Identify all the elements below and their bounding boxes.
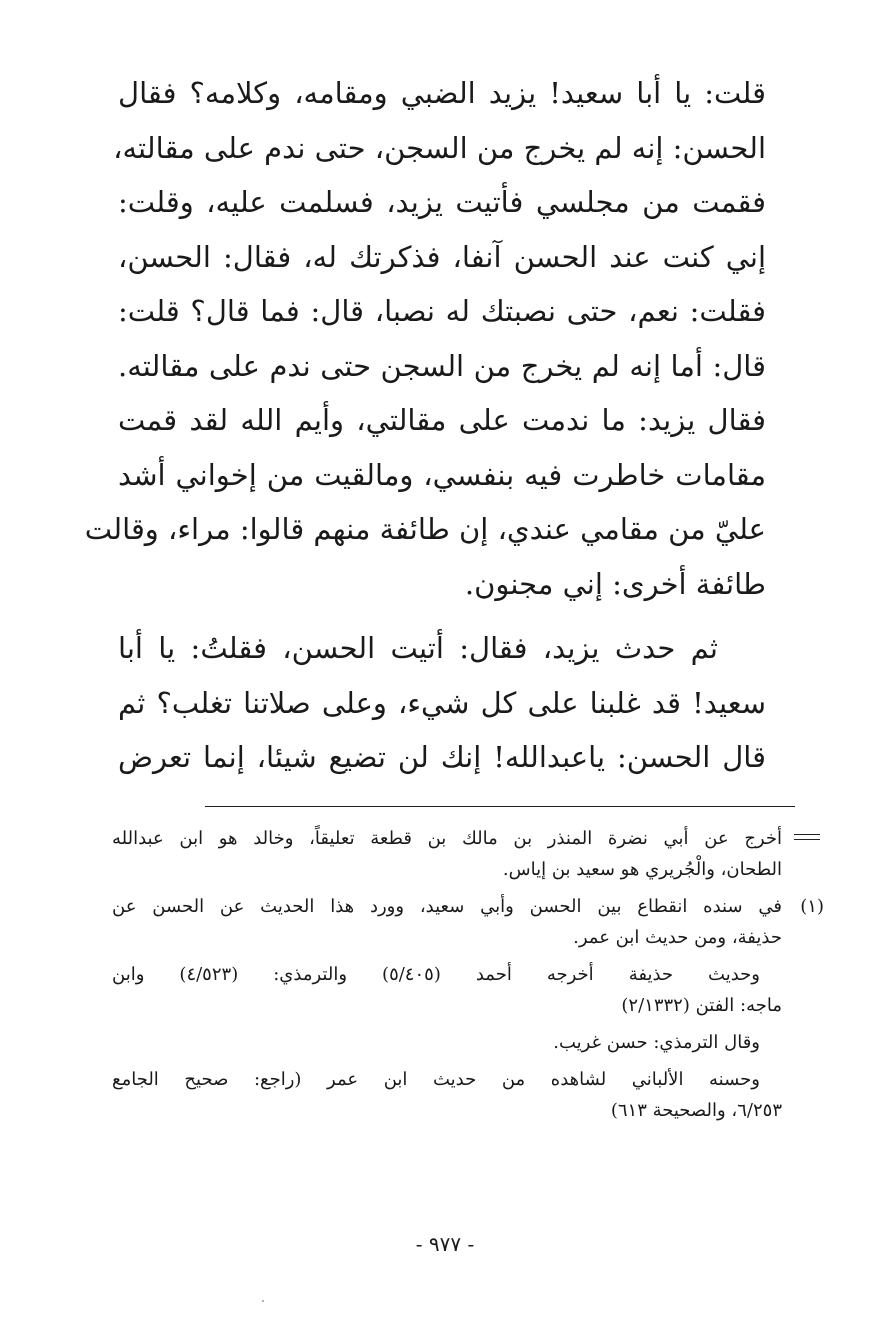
footnote-1-albani [112,1064,824,1126]
text-line: ثم حدث يزيد، فقال: أتيت الحسن، فقلتُ: يا أبا [118,631,718,665]
footnote-number: (١) [800,896,824,917]
text-line: الحسن: إنه لم يخرج من السجن، حتى ندم على مقالته، [113,130,766,165]
footnote-line: ٦/٢٥٣، والصحيحة ٦١٣) [610,1100,782,1121]
text-line: فقلت: نعم، حتى نصبتك له نصبا، قال: فما قال؟ قلت: [118,294,766,328]
text-line: قلت: يا أبا سعيد! يزيد الضبي ومقامه، وكلامه؟ فقال [118,76,766,110]
paragraph-2 [118,621,766,785]
text-line: فقمت من مجلسي فأتيت يزيد، فسلمت عليه، وقلت: [118,185,766,219]
text-line: طائفة أخرى: إني مجنون. [464,566,766,601]
footnote-line: وقال الترمذي: حسن غريب. [553,1032,760,1053]
paragraph-1 [84,66,766,611]
text-line: سعيد! قد غلبنا على كل شيء، وعلى صلاتنا تغلب؟ ثم [118,685,766,720]
footnote-line: وحسنه الألباني لشاهده من حديث ابن عمر (راجع: صحيح الجامع [112,1069,760,1090]
paragraph-gap [118,611,766,621]
footnote-line: وحديث حذيفة أخرجه أحمد (٥/٤٠٥) والترمذي: (٤/٥٢٣) وابن [112,964,760,985]
footnote-1 [112,891,824,953]
footnote-divider [205,806,795,807]
text-line: عليّ من مقامي عندي، إن طائفة منهم قالوا: مراء، وقالت [84,512,766,546]
footnote-line: ماجه: الفتن (٢/١٣٣٢) [621,995,782,1016]
text-line: إني كنت عند الحسن آنفا، فذكرتك له، فقال: الحسن، [118,239,766,274]
text-line: مقامات خاطرت فيه بنفسي، ومالقيت من إخواني أشد [118,457,766,492]
footnote-continuation [112,823,824,885]
text-line: فقال يزيد: ما ندمت على مقالتي، وأيم الله لقد قمت [118,403,766,437]
footnote-line: في سنده انقطاع بين الحسن وأبي سعيد، وورد هذا الحديث عن الحسن عن [112,896,782,917]
footnote-line: الطحان، والْجُريري هو سعيد بن إياس. [502,859,782,880]
footnote-line: حذيفة، ومن حديث ابن عمر. [573,927,782,948]
text-line: قال: أما إنه لم يخرج من السجن حتى ندم على مقالته. [118,348,766,383]
page-number: - ٩٧٧ - [415,1232,475,1256]
continuation-marker [794,834,820,842]
scan-speck [262,1300,264,1302]
footnote-1-tirmidhi [112,1027,824,1058]
footnote-1-hudhayfa [112,959,824,1021]
footnote-line: أخرج عن أبي نضرة المنذر بن مالك بن قطعة تعليقاً، وخالد هو ابن عبدالله [112,828,782,849]
text-line: قال الحسن: ياعبدالله! إنك لن تضيع شيئا، إنما تعرض [118,740,766,774]
main-text [84,66,766,785]
footnotes [112,823,824,1132]
